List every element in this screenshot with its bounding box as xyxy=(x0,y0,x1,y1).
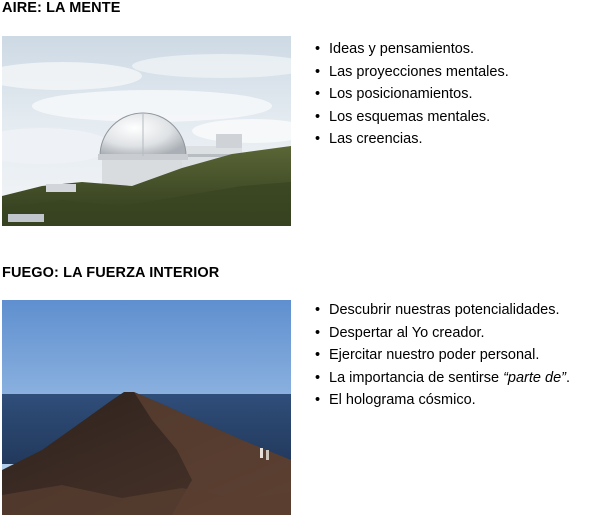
section-title-fuego: FUEGO: LA FUERZA INTERIOR xyxy=(2,265,220,281)
fuego-list xyxy=(314,299,570,412)
list-item: • El holograma cósmico. xyxy=(314,389,570,412)
observatory-illustration xyxy=(2,36,291,226)
list-item: • Las creencias. xyxy=(314,128,509,151)
list-item: • Ejercitar nuestro poder personal. xyxy=(314,344,570,367)
section-title-aire: AIRE: LA MENTE xyxy=(2,0,121,16)
list-item: • Los posicionamientos. xyxy=(314,83,509,106)
list-item-prefix: La importancia de sentirse xyxy=(329,369,504,386)
list-item: • Descubrir nuestras potencialidades. xyxy=(314,299,570,322)
observatory-image xyxy=(2,36,291,226)
list-item xyxy=(314,367,570,390)
list-item-suffix: . xyxy=(565,369,570,386)
list-item: • Ideas y pensamientos. xyxy=(314,38,509,61)
list-item: • Las proyecciones mentales. xyxy=(314,61,509,84)
list-item: • Despertar al Yo creador. xyxy=(314,322,570,345)
volcano-illustration xyxy=(2,300,291,515)
volcano-image xyxy=(2,300,291,515)
list-item: • Los esquemas mentales. xyxy=(314,106,509,129)
list-item-emphasis: “parte de” xyxy=(503,369,566,386)
aire-list xyxy=(314,38,509,151)
